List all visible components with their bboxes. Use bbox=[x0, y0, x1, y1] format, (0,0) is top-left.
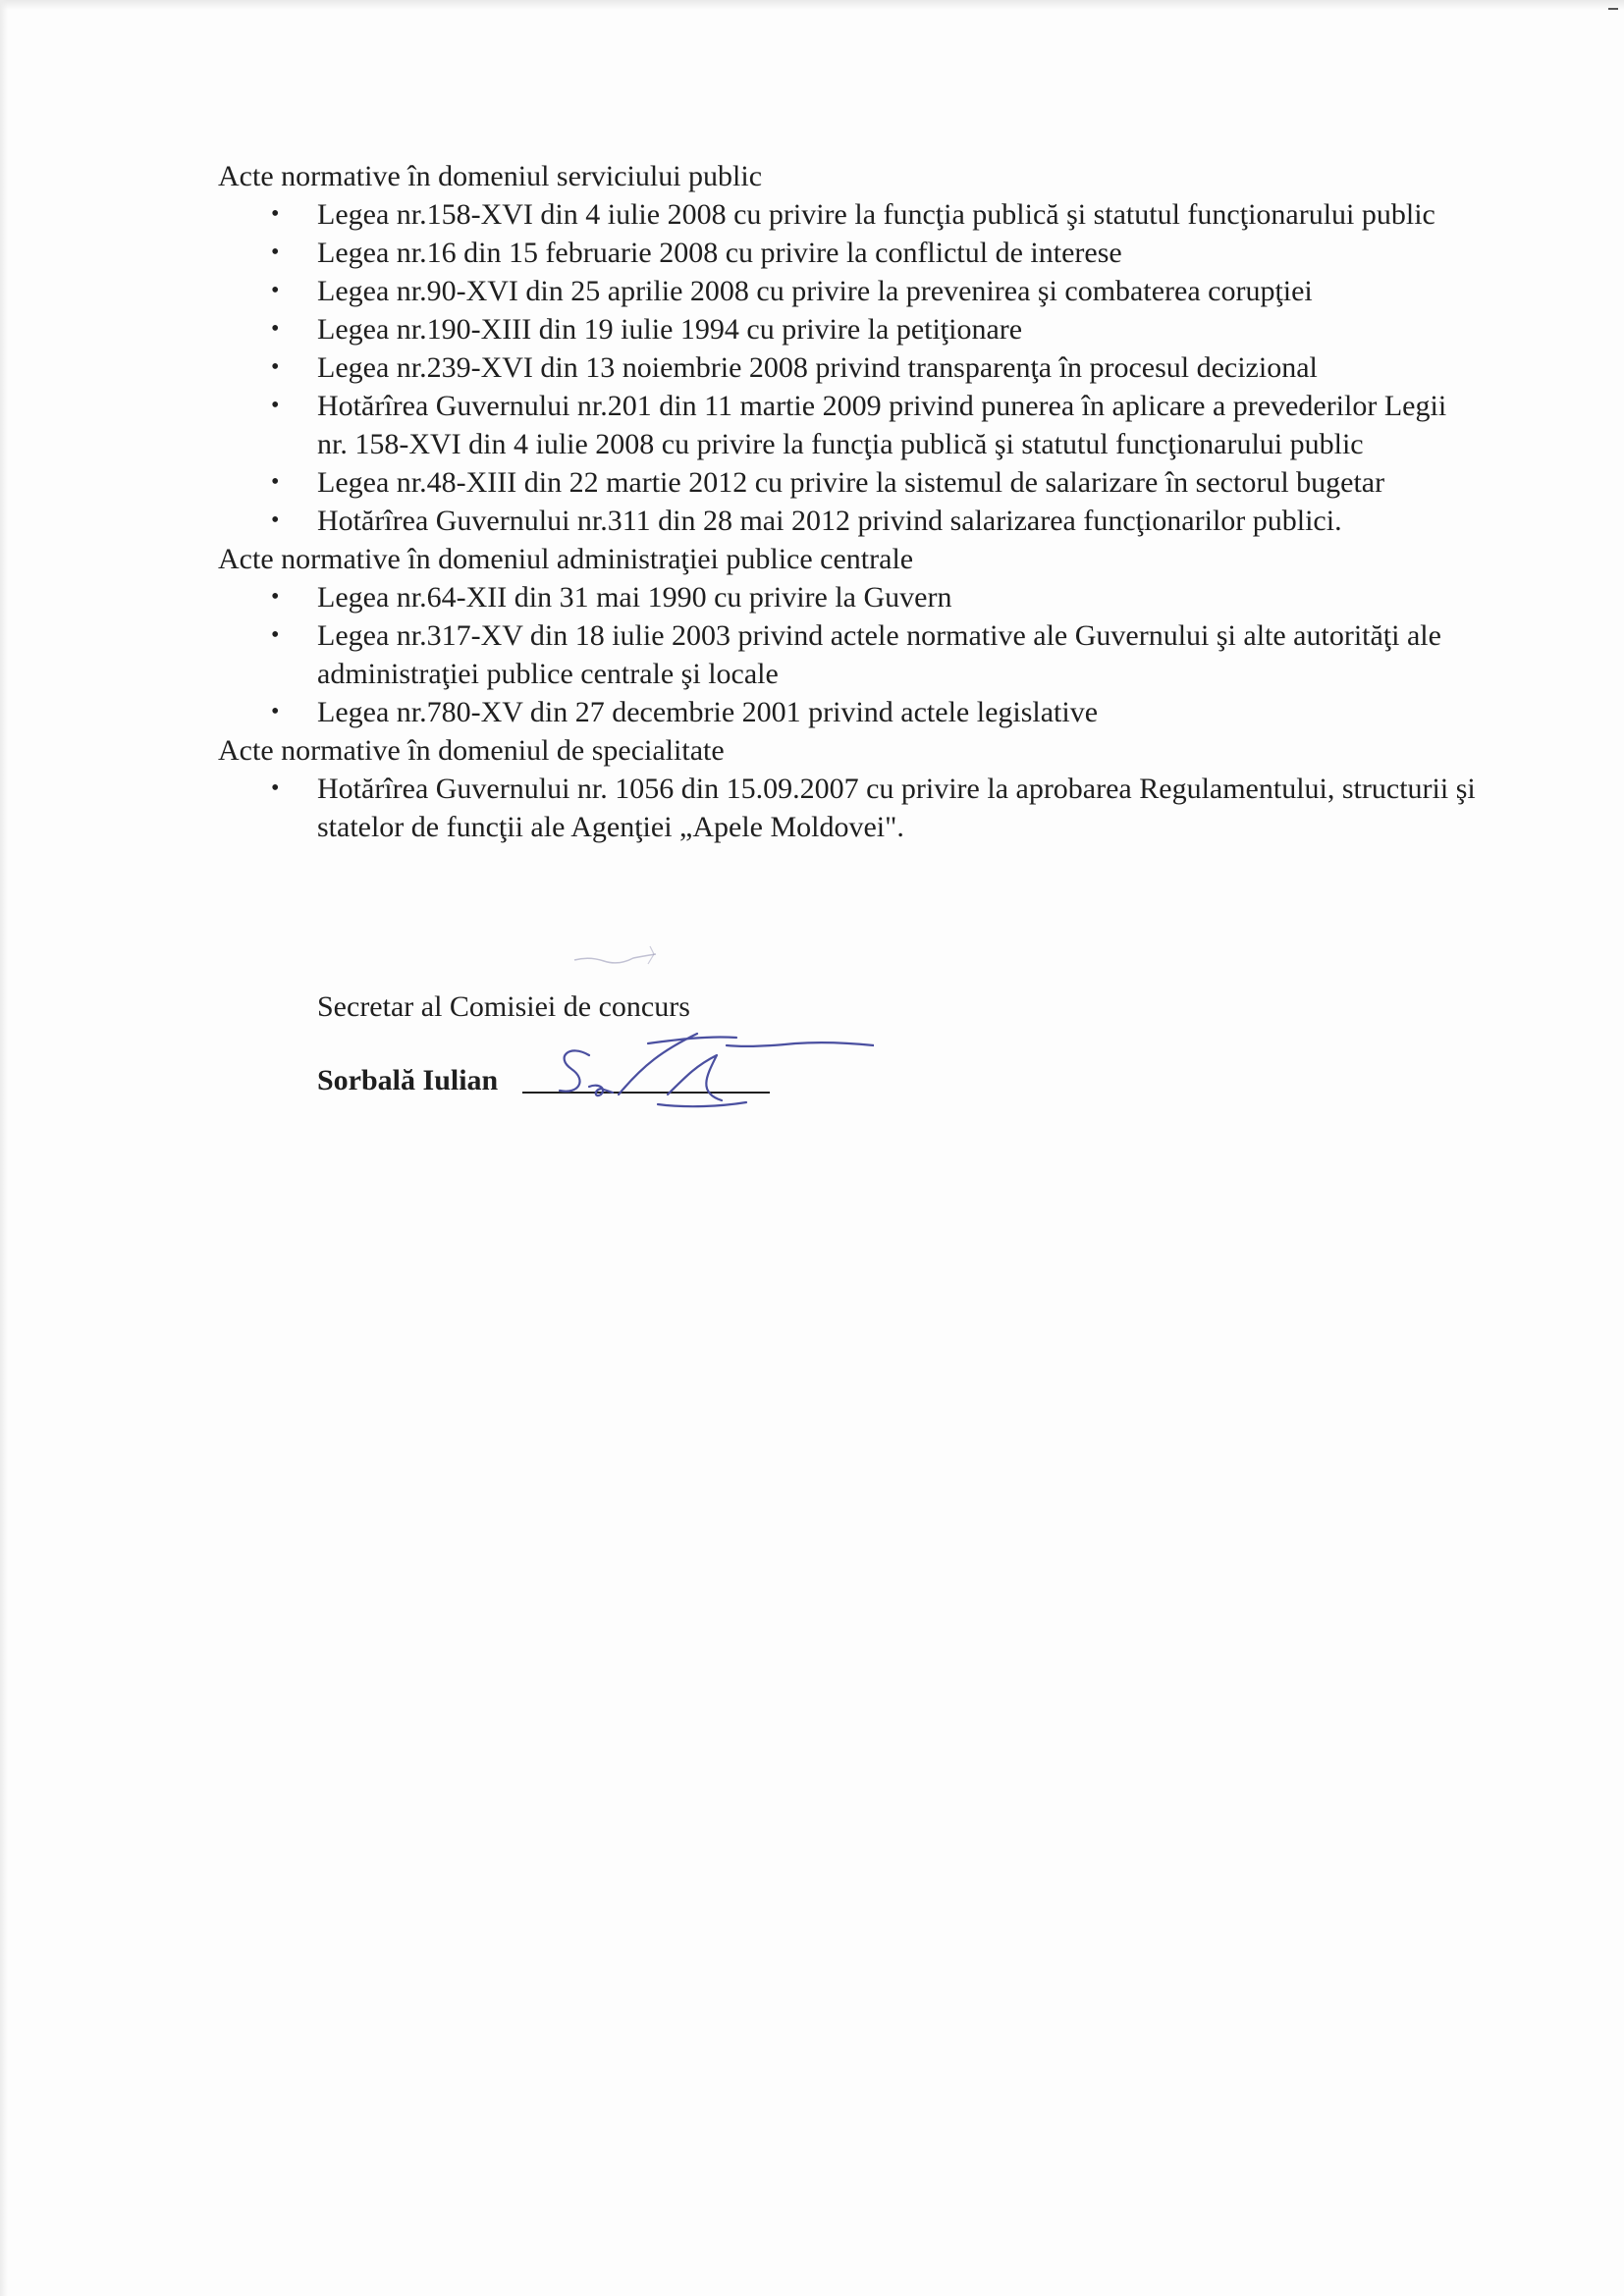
signatory-role: Secretar al Comisiei de concurs bbox=[317, 990, 690, 1023]
list-item: • Hotărîrea Guvernului nr.201 din 11 martie 2009 privind punerea în aplicare a prevederilor Legii nr. 158-XVI din 4 iulie 2008 cu privire la funcţia publică şi statutul funcţionarului public bbox=[317, 387, 1481, 463]
list-item: • Legea nr.64-XII din 31 mai 1990 cu privire la Guvern bbox=[317, 578, 1481, 616]
acts-list-serviciu-public bbox=[218, 195, 1494, 540]
acts-list-administratie-publica bbox=[218, 578, 1494, 731]
list-item: • Legea nr.90-XVI din 25 aprilie 2008 cu privire la prevenirea şi combaterea corupţiei bbox=[317, 272, 1481, 310]
list-item: • Legea nr.780-XV din 27 decembrie 2001 privind actele legislative bbox=[317, 693, 1481, 731]
handwritten-signature bbox=[550, 1026, 874, 1114]
list-item: • Legea nr.239-XVI din 13 noiembrie 2008 privind transparenţa în procesul decizional bbox=[317, 348, 1481, 387]
list-item: • Hotărîrea Guvernului nr.311 din 28 mai 2012 privind salarizarea funcţionarilor publici. bbox=[317, 502, 1481, 540]
document-body bbox=[218, 157, 1494, 846]
list-item: • Legea nr.158-XVI din 4 iulie 2008 cu privire la funcţia publică şi statutul funcţionarului public bbox=[317, 195, 1481, 234]
ink-smudge-mark bbox=[569, 942, 668, 972]
list-item: • Legea nr.190-XIII din 19 iulie 1994 cu privire la petiţionare bbox=[317, 310, 1481, 348]
list-item: • Hotărîrea Guvernului nr. 1056 din 15.09.2007 cu privire la aprobarea Regulamentului, structurii şi statelor de funcţii ale Agenţiei „Apele Moldovei". bbox=[317, 770, 1481, 846]
scan-edge-top bbox=[0, 0, 1624, 10]
section-heading-serviciu-public: Acte normative în domeniul serviciului public bbox=[218, 160, 763, 192]
signatory-name: Sorbală Iulian bbox=[317, 1064, 499, 1096]
list-item: • Legea nr.48-XIII din 22 martie 2012 cu privire la sistemul de salarizare în sectorul bugetar bbox=[317, 463, 1481, 502]
section-heading-administratie-publica: Acte normative în domeniul administraţiei publice centrale bbox=[218, 543, 914, 575]
scan-edge-left bbox=[0, 0, 8, 2296]
scan-artifact-mark bbox=[1608, 8, 1618, 10]
acts-list-specialitate bbox=[218, 770, 1494, 846]
list-item: • Legea nr.317-XV din 18 iulie 2003 privind actele normative ale Guvernului şi alte autorităţi ale administraţiei publice centrale şi locale bbox=[317, 616, 1481, 693]
list-item: • Legea nr.16 din 15 februarie 2008 cu privire la conflictul de interese bbox=[317, 234, 1481, 272]
section-heading-specialitate: Acte normative în domeniul de specialitate bbox=[218, 734, 725, 767]
